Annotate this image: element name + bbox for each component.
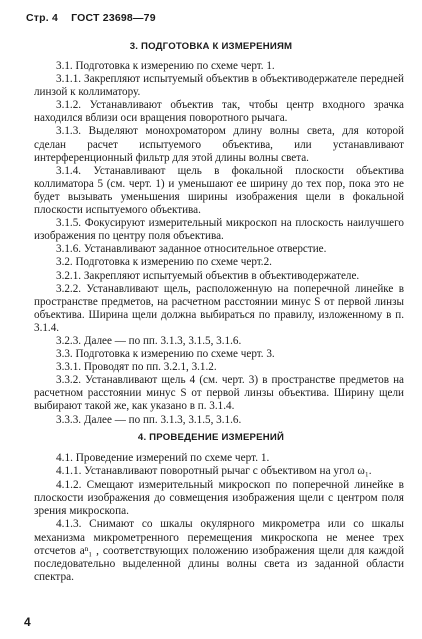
paragraph: 3.1.2. Устанавливают объектив так, чтобы центр входного зрачка находился вблизи оси вращения поворотного рычага. — [34, 99, 404, 125]
section-4-body — [34, 452, 404, 585]
paragraph: 3.1. Подготовка к измерению по схеме черт. 1. — [56, 60, 275, 72]
section-4-title: 4. ПРОВЕДЕНИЕ ИЗМЕРЕНИЙ — [137, 432, 285, 443]
paragraph: 3.3. Подготовка к измерению по схеме черт. 3. — [56, 348, 275, 361]
page-number: 4 — [24, 615, 31, 629]
section-3-title: 3. ПОДГОТОВКА К ИЗМЕРЕНИЯМ — [129, 41, 293, 52]
paragraph: 3.2.1. Закрепляют испытуемый объектив в объективодержателе. — [56, 269, 360, 282]
paragraph: 3.2. Подготовка к измерению по схеме черт.2. — [56, 256, 272, 269]
paragraph: 3.3.3. Далее — по пп. 3.1.3, 3.1.5, 3.1.6. — [56, 413, 242, 426]
section-3-body — [34, 60, 404, 427]
paragraph: 3.1.1. Закрепляют испытуемый объектив в объективодержателе передней линзой к коллиматору. — [34, 73, 404, 99]
paragraph: 3.1.5. Фокусируют измерительный микроскоп на плоскость наилучшего изображения по центру поля объектива. — [34, 217, 404, 243]
paragraph: 3.1.3. Выделяют монохроматором длину волны света, для которой сделан расчет испытуемого объектива, или устанавливают интерференционный фильтр для этой длины волны света. — [34, 125, 404, 164]
page-label: Стр. 4 — [26, 12, 59, 24]
paragraph: 3.1.6. Устанавливают заданное относительное отверстие. — [56, 243, 327, 256]
paragraph: 4.1.1. Устанавливают поворотный рычаг с объективом на угол ω₁. — [56, 465, 372, 478]
paragraph: 3.2.2. Устанавливают щель, расположенную на поперечной линейке в пространстве предметов, на расчетном расстоянии минус S от первой линзы объектива. Ширина щели должна выбираться по правилу, изложенному в п. 3.1.4. — [34, 282, 404, 334]
standard-code: ГОСТ 23698—79 — [71, 12, 156, 24]
paragraph: 4.1.3. Снимают со шкалы окулярного микрометра или со шкалы механизма микрометренного перемещения микроскопа не менее трех отсчетов aⁿ₁ , соответствующих положению изображения щели для каждой последовательно выделенной длины волны света из заданной области спектра. — [34, 518, 404, 584]
page-header — [26, 12, 166, 24]
paragraph: 3.3.2. Устанавливают щель 4 (см. черт. 3) в пространстве предметов на расчетном расстоянии минус S от первой линзы объектива. Ширину щели выбирают такой же, как указано в п. 3.1.4. — [34, 374, 404, 413]
paragraph: 3.1.4. Устанавливают щель в фокальной плоскости объектива коллиматора 5 (см. черт. 1) и уменьшают ее ширину до тех пор, пока это не будет вызывать уменьшения ширины изображения щели в фокальной плоскости испытуемого объектива. — [34, 164, 404, 217]
paragraph: 4.1. Проведение измерений по схеме черт. 1. — [56, 452, 270, 464]
paragraph: 3.3.1. Проводят по пп. 3.2.1, 3.1.2. — [56, 361, 217, 374]
paragraph: 3.2.3. Далее — по пп. 3.1.3, 3.1.5, 3.1.6. — [56, 334, 242, 347]
paragraph: 4.1.2. Смещают измерительный микроскоп по поперечной линейке в плоскости изображения до совмещения изображения щели с центром поля зрения микроскопа. — [34, 478, 404, 517]
